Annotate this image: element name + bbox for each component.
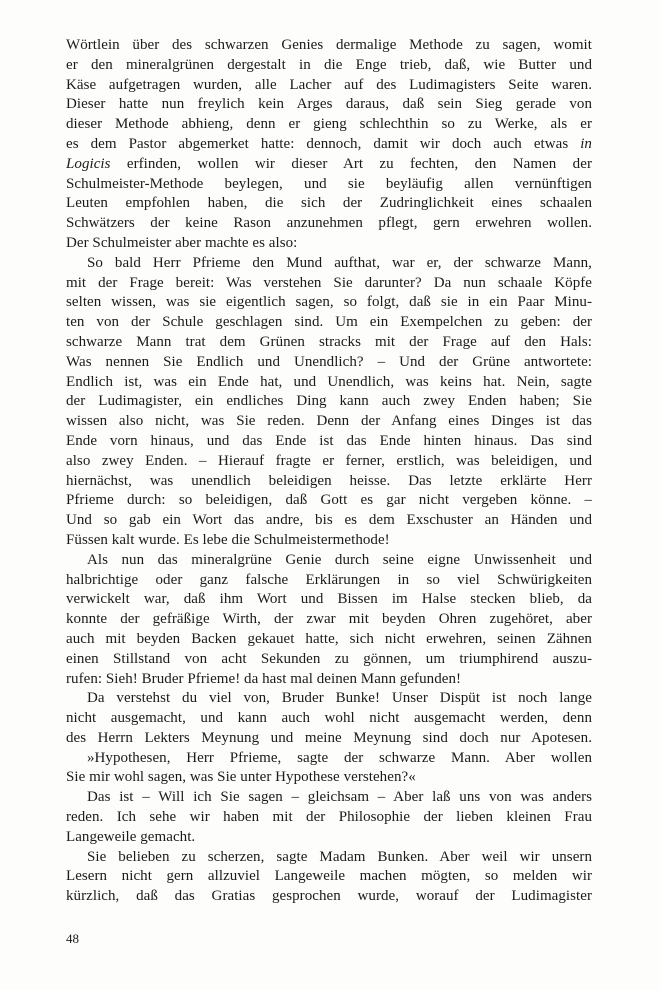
text-line: wissen also nicht, was Sie reden. Denn der Anfang eines Dinges ist das [66, 413, 592, 430]
text-line: dieser Methode abhieng, denn er gieng schlechthin so zu Werke, als er [66, 116, 592, 133]
text-line: er den mineralgrünen dergestalt in die Enge trieb, daß, wie Butter und [66, 56, 592, 73]
paragraph [66, 551, 592, 690]
paragraph [66, 254, 592, 551]
text-line: So bald Herr Pfrieme den Mund aufthat, war er, der schwarze Mann, [87, 254, 592, 271]
text-line: Langeweile gemacht. [66, 828, 196, 845]
text-line: Da verstehst du viel von, Bruder Bunke! Unser Dispüt ist noch lange [87, 690, 592, 707]
text-line: Wörtlein über des schwarzen Genies dermalige Methode zu sagen, womit [66, 37, 592, 53]
text-line: Sie belieben zu scherzen, sagte Madam Bunken. Aber weil wir unsern [87, 848, 592, 865]
page-text [66, 36, 592, 907]
paragraph [66, 689, 592, 748]
paragraph [66, 749, 592, 789]
text-line: Als nun das mineralgrüne Genie durch seine eigne Unwissenheit und [87, 551, 592, 568]
text-line: verwickelt war, daß ihm Wort und Bissen im Halse stecken blieb, da [66, 591, 592, 608]
text-line: hiernächst, was unendlich beleidigen heisse. Das letzte erklärte Herr [66, 472, 592, 489]
text-line: schwarze Mann trat dem Grünen stracks mit der Frage auf den Hals: [66, 333, 592, 350]
text-line: konnte der gefräßige Wirth, der zwar mit beyden Ohren zugehöret, aber [66, 611, 592, 628]
text-line: Logicis erfinden, wollen wir dieser Art zu fechten, den Namen der [66, 155, 592, 172]
text-line: Schulmeister-Methode beylegen, und sie beyläufig allen vernünftigen [66, 175, 592, 192]
text-line: Und so gab ein Wort das andre, bis es dem Exschuster an Händen und [66, 512, 592, 529]
text-line: halbrichtige oder ganz falsche Erklärungen in so viel Schwürigkeiten [66, 571, 592, 588]
text-line: Pfrieme durch: so beleidigen, daß Gott es gar nicht vergeben könne. – [66, 492, 592, 509]
text-line: Käse aufgetragen wurden, alle Lacher auf des Ludimagisters Seite waren. [66, 76, 592, 93]
text-line: also zwey Enden. – Hierauf fragte er ferner, erstlich, was beleidigen, und [66, 452, 592, 469]
text-line: Der Schulmeister aber machte es also: [66, 234, 298, 251]
text-line: reden. Ich sehe wir haben mit der Philosophie der lieben kleinen Frau [66, 809, 592, 826]
text-line: einen Stillstand von acht Sekunden zu gönnen, um triumphirend auszu- [66, 650, 592, 667]
text-line: Leuten empfohlen haben, die sich der Zudringlichkeit eines schaalen [66, 195, 592, 212]
text-line: es dem Pastor abgemerket hatte: dennoch, damit wir doch auch etwas in [66, 135, 592, 152]
text-line: ten von der Schule geschlagen sind. Um ein Exempelchen zu geben: der [66, 314, 592, 331]
text-line: Ende vorn hinaus, und das Ende ist das Ende hinten hinaus. Das sind [66, 432, 592, 449]
text-line: Lesern nicht gern allzuviel Langeweile machen mögten, so melden wir [66, 868, 592, 885]
paragraph [66, 36, 592, 254]
text-line: selten wissen, was sie eigentlich sagen, so folgt, daß sie in ein Paar Minu- [66, 294, 592, 311]
text-line: »Hypothesen, Herr Pfrieme, sagte der schwarze Mann. Aber wollen [87, 749, 592, 766]
text-line: des Herrn Lekters Meynung und meine Meynung sind doch nur Apotesen. [66, 729, 592, 746]
text-line: Was nennen Sie Endlich und Unendlich? – Und der Grüne antwortete: [66, 353, 592, 370]
text-line: Sie mir wohl sagen, was Sie unter Hypothese verstehen?« [66, 769, 416, 786]
text-line: mit der Frage bereit: Was verstehen Sie darunter? Da nun schaale Köpfe [66, 274, 592, 291]
text-line: kürzlich, daß das Gratias gesprochen wurde, worauf der Ludimagister [66, 888, 592, 905]
text-line: nicht ausgemacht, und kann auch wohl nicht ausgemacht werden, denn [66, 710, 592, 727]
text-line: Dieser hatte nun freylich kein Arges daraus, daß sein Sieg gerade von [66, 96, 592, 113]
paragraph [66, 788, 592, 847]
text-line: Schwätzers der keine Rason anzunehmen pflegt, gern erwehren wollen. [66, 215, 592, 232]
text-line: Endlich ist, was ein Ende hat, und Unendlich, was keins hat. Nein, sagte [66, 373, 592, 390]
text-line: Füssen kalt wurde. Es lebe die Schulmeistermethode! [66, 531, 390, 548]
text-line: Das ist – Will ich Sie sagen – gleichsam – Aber laß uns von was anders [87, 789, 592, 806]
text-line: der Ludimagister, ein endliches Ding kann auch zwey Enden haben; Sie [66, 393, 592, 410]
text-line: rufen: Sieh! Bruder Pfrieme! da hast mal deinen Mann gefunden! [66, 670, 462, 687]
page-number: 48 [66, 931, 79, 946]
paragraph [66, 848, 592, 907]
text-line: auch mit beyden Backen gekauet hatte, sich nicht erwehren, seinen Zähnen [66, 630, 592, 647]
